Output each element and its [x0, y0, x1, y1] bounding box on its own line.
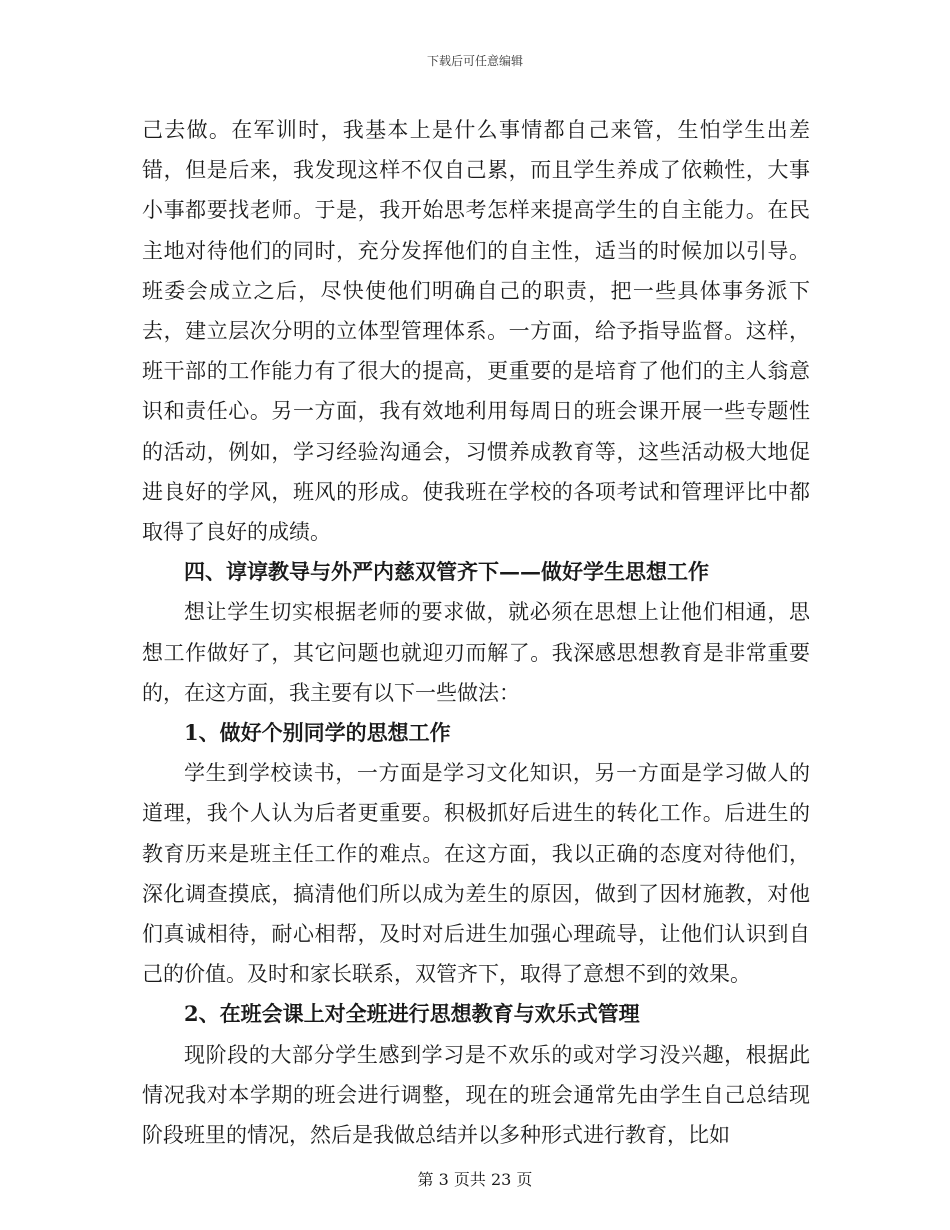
body-paragraph: 己去做。在军训时，我基本上是什么事情都自己来管，生怕学生出差错，但是后来，我发现这样不仅自己累，而且学生养成了依赖性，大事小事都要找老师。于是，我开始思考怎样来提高学生的自主能力。在民主地对待他们的同时，充分发挥他们的自主性，适当的时候加以引导。班委会成立之后，尽快使他们明确自己的职责，把一些具体事务派下去，建立层次分明的立体型管理体系。一方面，给予指导监督。这样，班干部的工作能力有了很大的提高，更重要的是培育了他们的主人翁意识和责任心。另一方面，我有效地利用每周日的班会课开展一些专题性的活动，例如，学习经验沟通会，习惯养成教育等，这些活动极大地促进良好的学风，班风的形成。使我班在学校的各项考试和管理评比中都取得了良好的成绩。: [142, 118, 810, 545]
body-paragraph: 想让学生切实根据老师的要求做，就必须在思想上让他们相通，思想工作做好了，其它问题也就迎刃而解了。我深感思想教育是非常重要的，在这方面，我主要有以下一些做法：: [142, 600, 810, 705]
body-paragraph: 现阶段的大部分学生感到学习是不欢乐的或对学习没兴趣，根据此情况我对本学期的班会进行调整，现在的班会通常先由学生自己总结现阶段班里的情况，然后是我做总结并以多种形式进行教育，比如: [142, 1042, 810, 1148]
body-paragraph: 学生到学校读书，一方面是学习文化知识，另一方面是学习做人的道理，我个人认为后者更重要。积极抓好后进生的转化工作。后进生的教育历来是班主任工作的难点。在这方面，我以正确的态度对待他们，深化调查摸底，搞清他们所以成为差生的原因，做到了因材施教，对他们真诚相待，耐心相帮，及时对后进生加强心理疏导，让他们认识到自己的价值。及时和家长联系，双管齐下，取得了意想不到的效果。: [142, 761, 810, 987]
section-heading: 四、谆谆教导与外严内慈双管齐下——做好学生思想工作: [184, 559, 709, 585]
page-footer: 第 3 页共 23 页: [417, 1170, 533, 1189]
subsection-heading: 1、做好个别同学的思想工作: [184, 720, 451, 746]
page-header: 下载后可任意编辑: [426, 54, 523, 68]
document-body: [142, 110, 810, 1155]
subsection-heading: 2、在班会课上对全班进行思想教育与欢乐式管理: [184, 1001, 640, 1027]
